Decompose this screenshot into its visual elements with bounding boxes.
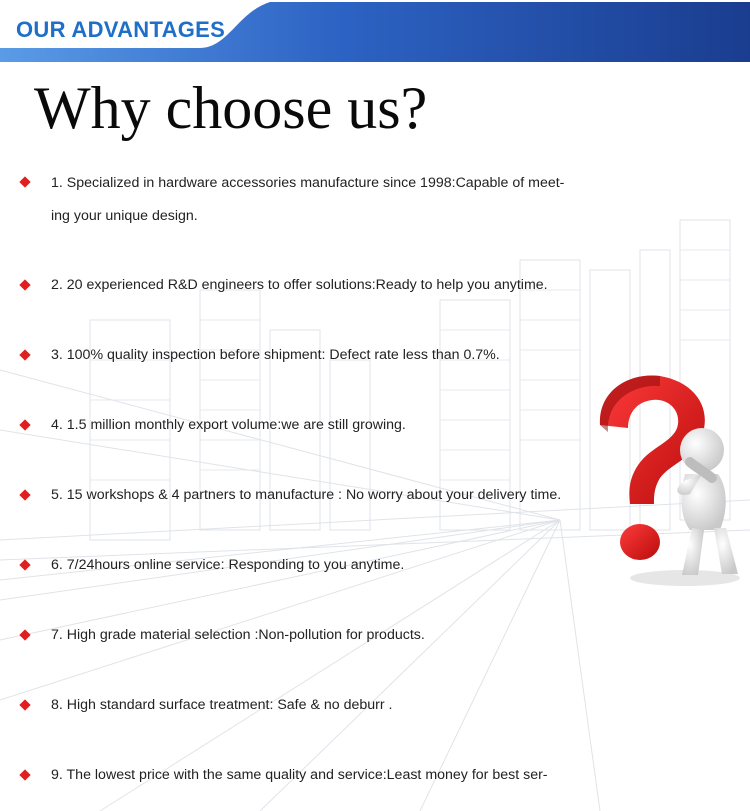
item-line: 6. 7/24hours online service: Responding to you anytime. [51, 557, 405, 573]
item-line: 4. 1.5 million monthly export volume:we are still growing. [51, 417, 406, 433]
item-line: 5. 15 workshops & 4 partners to manufacture : No worry about your delivery time. [51, 487, 562, 503]
item-line: 3. 100% quality inspection before shipment: Defect rate less than 0.7%. [51, 347, 500, 363]
item-line: ing your unique design. [51, 208, 198, 224]
item-line: 8. High standard surface treatment: Safe & no deburr . [51, 697, 393, 713]
section-title: OUR ADVANTAGES [16, 17, 226, 42]
question-mark-figure-icon [590, 370, 750, 590]
header-banner [0, 0, 750, 62]
item-line: 7. High grade material selection :Non-pollution for products. [51, 627, 425, 643]
item-line: 1. Specialized in hardware accessories manufacture since 1998:Capable of meet- [51, 175, 565, 191]
red-diamond-bullet-icon [19, 176, 30, 187]
item-line: 2. 20 experienced R&D engineers to offer solutions:Ready to help you anytime. [51, 277, 548, 293]
item-line: 9. The lowest price with the same quality and service:Least money for best ser- [51, 767, 548, 783]
page-headline: Why choose us? [34, 75, 428, 141]
